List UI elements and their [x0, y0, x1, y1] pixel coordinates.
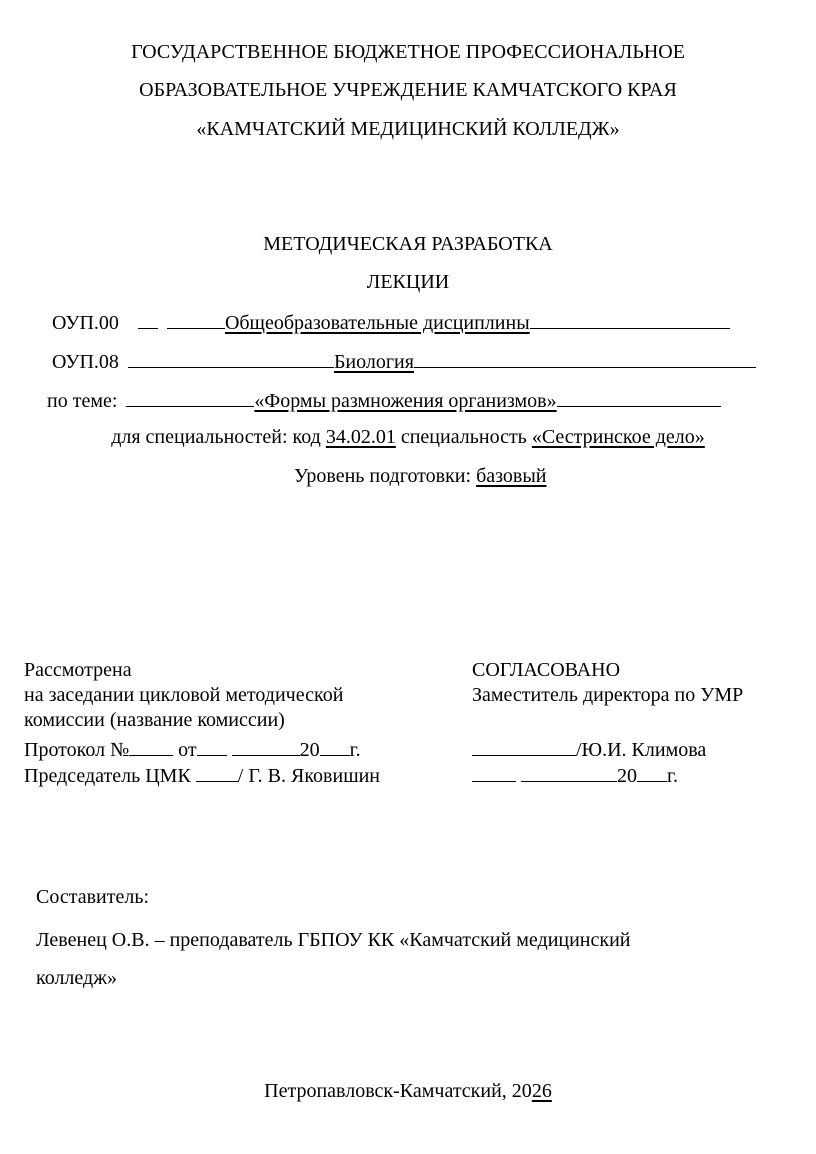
approval-month-blank — [521, 762, 617, 782]
level-label: Уровень подготовки: — [294, 465, 472, 487]
protocol-year: 20 — [299, 739, 320, 761]
oup08-code: ОУП.08 — [52, 351, 119, 373]
approval-suffix: г. — [667, 765, 678, 787]
protocol-prefix: Протокол № — [24, 739, 130, 761]
oup00-blank-a — [138, 309, 158, 329]
footer-city: Петропавловск-Камчатский, 20 — [264, 1080, 532, 1102]
author-line-2: колледж» — [36, 967, 118, 989]
protocol-day-blank — [197, 736, 227, 756]
topic-row — [47, 387, 721, 413]
chair-name: / Г. В. Яковишин — [237, 765, 380, 787]
level-row — [294, 464, 547, 488]
specialty-name: «Сестринское дело» — [531, 426, 705, 448]
specialty-word: специальность — [400, 426, 527, 448]
approval-year-blank — [637, 762, 667, 782]
protocol-suffix: г. — [349, 739, 361, 761]
chair-prefix: Председатель ЦМК — [24, 765, 191, 787]
author-line-1: Левенец О.В. – преподаватель ГБПОУ КК «Камчатский медицинский — [36, 929, 631, 951]
header-line-3: «КАМЧАТСКИЙ МЕДИЦИНСКИЙ КОЛЛЕДЖ» — [196, 118, 620, 140]
approval-day-blank — [472, 762, 516, 782]
protocol-year-blank — [320, 736, 350, 756]
level-value: базовый — [476, 465, 547, 487]
specialty-row — [0, 425, 816, 449]
author-label: Составитель: — [36, 886, 149, 908]
oup00-row — [52, 309, 730, 335]
topic-label: по теме: — [47, 390, 118, 412]
specialty-code: 34.02.01 — [325, 426, 396, 448]
signer-signature-blank — [472, 736, 576, 756]
approval-date-row — [472, 762, 678, 788]
oup08-blank-a — [128, 348, 334, 368]
oup00-code: ОУП.00 — [52, 312, 119, 334]
signer-name: /Ю.И. Климова — [576, 739, 707, 761]
oup00-blank-b — [167, 309, 225, 329]
signer-row — [472, 736, 706, 762]
footer-city-year — [0, 1079, 816, 1103]
commission-line-2: комиссии (название комиссии) — [24, 709, 285, 731]
chair-row — [24, 762, 380, 788]
oup08-value: Биология — [333, 351, 414, 373]
oup00-blank-c — [530, 309, 730, 329]
approval-year: 20 — [617, 765, 637, 787]
oup00-value: Общеобразовательные дисциплины — [224, 312, 530, 334]
deputy-title: Заместитель директора по УМР — [472, 684, 744, 706]
topic-blank-b — [557, 387, 721, 407]
commission-line-1: на заседании цикловой методической — [24, 684, 344, 706]
protocol-from: от — [178, 739, 197, 761]
oup08-row — [52, 348, 756, 374]
topic-value: «Формы размножения организмов» — [254, 390, 557, 412]
topic-blank-a — [126, 387, 254, 407]
chair-signature-blank — [196, 762, 238, 782]
approved-label: СОГЛАСОВАНО — [472, 659, 621, 681]
specialty-label: для специальностей: код — [111, 426, 321, 448]
reviewed-label: Рассмотрена — [24, 659, 132, 681]
oup08-blank-b — [414, 348, 756, 368]
title-line-1: МЕТОДИЧЕСКАЯ РАЗРАБОТКА — [263, 233, 553, 255]
protocol-number-blank — [129, 736, 173, 756]
title-line-2: ЛЕКЦИИ — [366, 271, 450, 293]
footer-year-suffix: 26 — [531, 1080, 552, 1102]
protocol-row — [24, 736, 361, 762]
header-line-1: ГОСУДАРСТВЕННОЕ БЮДЖЕТНОЕ ПРОФЕССИОНАЛЬНОЕ — [131, 41, 685, 63]
header-line-2: ОБРАЗОВАТЕЛЬНОЕ УЧРЕЖДЕНИЕ КАМЧАТСКОГО КРАЯ — [139, 79, 677, 101]
protocol-month-blank — [232, 736, 300, 756]
